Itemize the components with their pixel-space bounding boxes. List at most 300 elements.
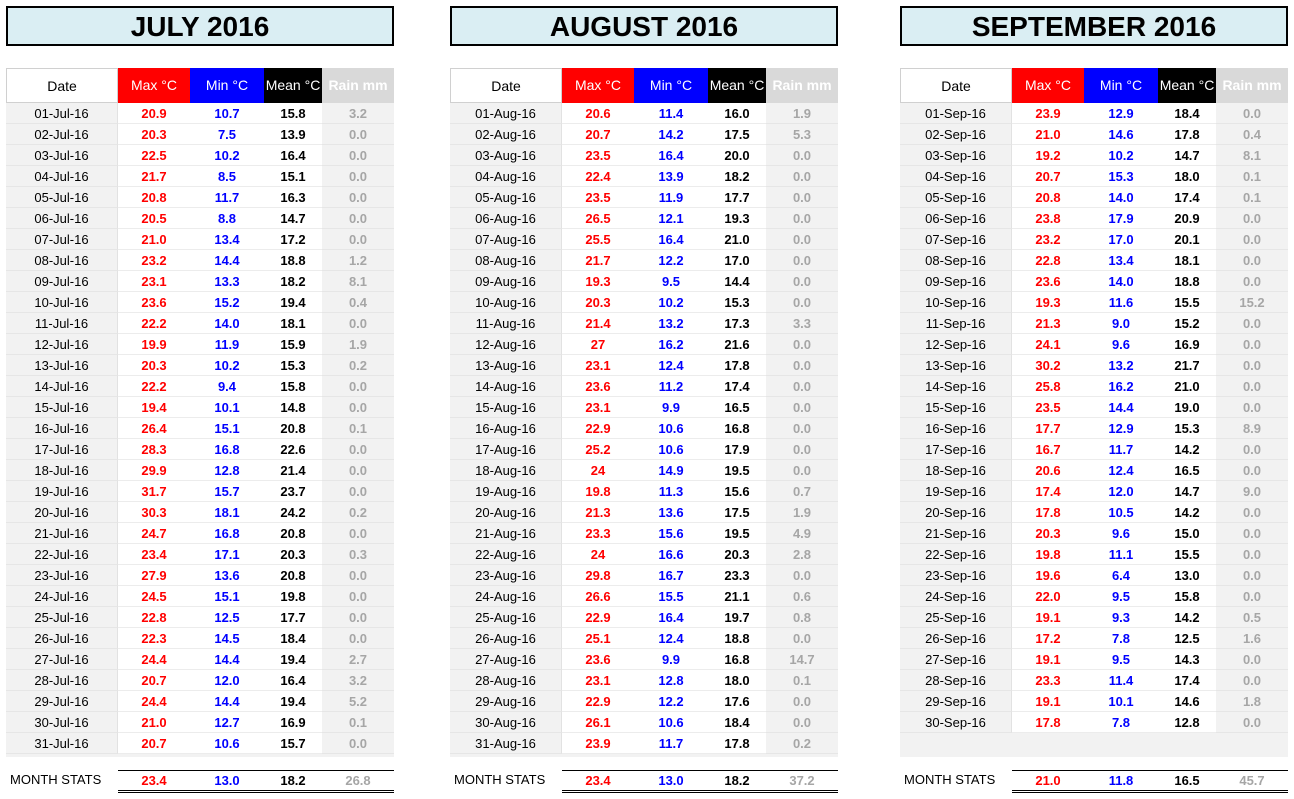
cell-mean: 14.2 [1158,607,1216,628]
cell-min: 15.3 [1084,166,1158,187]
cell-mean: 15.3 [708,292,766,313]
cell-max: 19.1 [1012,607,1084,628]
cell-rain: 0.0 [322,313,394,334]
cell-min: 10.2 [190,355,264,376]
cell-max: 19.1 [1012,649,1084,670]
table-row [6,460,394,481]
cell-date: 01-Aug-16 [450,103,562,124]
cell-min: 10.6 [634,712,708,733]
table-row [6,229,394,250]
cell-min: 13.6 [190,565,264,586]
cell-date: 20-Aug-16 [450,502,562,523]
cell-mean: 19.4 [264,292,322,313]
cell-rain: 0.0 [1216,250,1288,271]
cell-mean: 21.4 [264,460,322,481]
cell-max: 25.5 [562,229,634,250]
cell-min: 16.4 [634,607,708,628]
cell-rain: 0.0 [766,334,838,355]
cell-date: 21-Jul-16 [6,523,118,544]
cell-date: 30-Jul-16 [6,712,118,733]
cell-min: 9.4 [190,376,264,397]
cell-rain: 0.0 [322,229,394,250]
cell-mean: 17.5 [708,124,766,145]
cell-date: 01-Jul-16 [6,103,118,124]
table-row [450,670,838,691]
cell-rain: 0.0 [322,208,394,229]
cell-date: 09-Aug-16 [450,271,562,292]
cell-rain: 0.0 [766,355,838,376]
cell-rain: 0.7 [766,481,838,502]
cell-date: 26-Jul-16 [6,628,118,649]
cell-min: 11.9 [190,334,264,355]
table-header [450,68,838,103]
cell-date: 26-Sep-16 [900,628,1012,649]
cell-date: 08-Jul-16 [6,250,118,271]
cell-mean: 18.2 [264,271,322,292]
cell-max: 20.9 [118,103,190,124]
cell-max: 20.3 [562,292,634,313]
cell-max: 20.8 [1012,187,1084,208]
cell-date: 10-Jul-16 [6,292,118,313]
cell-mean: 20.3 [708,544,766,565]
cell-min: 13.2 [1084,355,1158,376]
table-row [450,124,838,145]
cell-rain: 0.0 [322,439,394,460]
cell-date: 11-Sep-16 [900,313,1012,334]
cell-min: 16.4 [634,229,708,250]
cell-mean: 14.7 [1158,145,1216,166]
cell-rain: 9.0 [1216,481,1288,502]
cell-date: 01-Sep-16 [900,103,1012,124]
cell-min: 12.0 [1084,481,1158,502]
cell-mean: 15.1 [264,166,322,187]
table-row [450,334,838,355]
cell-mean: 20.8 [264,565,322,586]
cell-rain: 0.0 [1216,523,1288,544]
cell-min: 16.6 [634,544,708,565]
cell-date: 06-Jul-16 [6,208,118,229]
cell-max: 22.2 [118,376,190,397]
cell-mean: 18.1 [1158,250,1216,271]
stats-mean: 18.2 [708,770,766,793]
cell-rain: 0.0 [766,187,838,208]
cell-date: 25-Jul-16 [6,607,118,628]
cell-date: 18-Aug-16 [450,460,562,481]
header-mean: Mean °C [264,68,322,103]
table-row [6,544,394,565]
table-row [900,376,1288,397]
cell-date: 23-Jul-16 [6,565,118,586]
cell-max: 19.1 [1012,691,1084,712]
cell-date: 19-Jul-16 [6,481,118,502]
cell-max: 20.6 [562,103,634,124]
cell-max: 19.3 [562,271,634,292]
cell-rain: 0.0 [766,250,838,271]
cell-rain: 14.7 [766,649,838,670]
cell-rain: 0.0 [766,712,838,733]
cell-min: 16.7 [634,565,708,586]
cell-rain: 0.0 [1216,649,1288,670]
cell-max: 22.8 [118,607,190,628]
table-row [6,145,394,166]
cell-min: 16.8 [190,439,264,460]
cell-mean: 14.4 [708,271,766,292]
table-row [450,523,838,544]
cell-max: 21.7 [562,250,634,271]
cell-max: 27.9 [118,565,190,586]
table-body [6,103,394,757]
cell-max: 21.7 [118,166,190,187]
cell-mean: 15.3 [1158,418,1216,439]
cell-max: 23.5 [1012,397,1084,418]
cell-date: 21-Aug-16 [450,523,562,544]
cell-mean: 14.8 [264,397,322,418]
table-row [450,460,838,481]
stats-min: 13.0 [190,770,264,793]
header-mean: Mean °C [1158,68,1216,103]
cell-rain: 0.0 [766,691,838,712]
cell-rain: 0.0 [322,523,394,544]
cell-date: 03-Jul-16 [6,145,118,166]
cell-min: 11.7 [190,187,264,208]
cell-date: 27-Aug-16 [450,649,562,670]
table-row [6,208,394,229]
cell-rain: 0.0 [1216,397,1288,418]
cell-date: 02-Aug-16 [450,124,562,145]
cell-min: 11.7 [634,733,708,754]
table-row [6,481,394,502]
table-body [900,103,1288,757]
table-row [900,607,1288,628]
cell-min: 17.0 [1084,229,1158,250]
cell-date: 13-Sep-16 [900,355,1012,376]
cell-date: 31-Jul-16 [6,733,118,754]
cell-mean: 16.4 [264,145,322,166]
cell-mean: 15.0 [1158,523,1216,544]
cell-date: 08-Aug-16 [450,250,562,271]
cell-min: 12.8 [634,670,708,691]
cell-max: 25.8 [1012,376,1084,397]
cell-max: 19.8 [562,481,634,502]
cell-date: 12-Jul-16 [6,334,118,355]
cell-rain: 0.0 [1216,439,1288,460]
cell-max: 23.1 [562,355,634,376]
cell-date: 27-Sep-16 [900,649,1012,670]
cell-min: 10.1 [190,397,264,418]
cell-date: 15-Sep-16 [900,397,1012,418]
cell-max: 23.2 [1012,229,1084,250]
cell-mean: 17.7 [708,187,766,208]
cell-rain: 0.0 [322,481,394,502]
cell-rain: 0.3 [322,544,394,565]
cell-max: 19.3 [1012,292,1084,313]
cell-rain: 5.3 [766,124,838,145]
cell-max: 22.2 [118,313,190,334]
cell-rain: 0.0 [766,565,838,586]
cell-date: 05-Aug-16 [450,187,562,208]
table-row [6,355,394,376]
table-row [450,544,838,565]
cell-date: 22-Aug-16 [450,544,562,565]
cell-min: 10.6 [634,418,708,439]
cell-date: 24-Jul-16 [6,586,118,607]
cell-min: 12.9 [1084,103,1158,124]
cell-rain: 0.0 [766,376,838,397]
cell-mean: 15.6 [708,481,766,502]
cell-max: 17.8 [1012,712,1084,733]
table-row [6,523,394,544]
table-row [450,376,838,397]
cell-max: 21.4 [562,313,634,334]
cell-min: 15.6 [634,523,708,544]
cell-max: 17.7 [1012,418,1084,439]
cell-min: 14.2 [634,124,708,145]
cell-mean: 14.2 [1158,502,1216,523]
cell-rain: 8.1 [1216,145,1288,166]
cell-max: 20.8 [118,187,190,208]
cell-max: 23.5 [562,145,634,166]
cell-min: 9.5 [1084,586,1158,607]
cell-date: 06-Sep-16 [900,208,1012,229]
cell-max: 23.3 [562,523,634,544]
header-date: Date [900,68,1012,103]
cell-max: 17.4 [1012,481,1084,502]
cell-mean: 18.2 [708,166,766,187]
cell-min: 10.6 [190,733,264,754]
cell-date: 17-Jul-16 [6,439,118,460]
cell-rain: 0.0 [322,565,394,586]
cell-date: 11-Jul-16 [6,313,118,334]
cell-min: 10.6 [634,439,708,460]
cell-date: 27-Jul-16 [6,649,118,670]
cell-rain: 0.0 [1216,670,1288,691]
cell-min: 10.2 [190,145,264,166]
cell-mean: 16.0 [708,103,766,124]
cell-mean: 16.4 [264,670,322,691]
cell-mean: 18.8 [708,628,766,649]
cell-min: 12.2 [634,250,708,271]
table-header [6,68,394,103]
cell-mean: 16.5 [708,397,766,418]
cell-min: 12.9 [1084,418,1158,439]
cell-max: 23.6 [1012,271,1084,292]
cell-min: 11.9 [634,187,708,208]
table-row [450,502,838,523]
cell-rain: 1.6 [1216,628,1288,649]
cell-mean: 20.8 [264,418,322,439]
cell-date: 17-Sep-16 [900,439,1012,460]
cell-min: 9.3 [1084,607,1158,628]
cell-max: 23.2 [118,250,190,271]
cell-mean: 21.1 [708,586,766,607]
cell-max: 23.1 [562,670,634,691]
table-row [450,397,838,418]
cell-max: 24.1 [1012,334,1084,355]
cell-mean: 19.3 [708,208,766,229]
table-row [6,691,394,712]
cell-min: 14.4 [1084,397,1158,418]
cell-date: 29-Jul-16 [6,691,118,712]
cell-max: 26.6 [562,586,634,607]
header-max: Max °C [1012,68,1084,103]
table-row [900,649,1288,670]
cell-rain: 0.0 [1216,313,1288,334]
cell-min: 11.4 [634,103,708,124]
table-row [900,502,1288,523]
cell-rain: 1.2 [322,250,394,271]
header-rain: Rain mm [322,68,394,103]
cell-date: 03-Sep-16 [900,145,1012,166]
cell-rain: 5.2 [322,691,394,712]
cell-min: 12.4 [634,355,708,376]
table-row [900,229,1288,250]
cell-max: 21.3 [1012,313,1084,334]
stats-rain: 26.8 [322,770,394,793]
cell-mean: 21.6 [708,334,766,355]
cell-rain: 0.0 [1216,103,1288,124]
cell-max: 24.7 [118,523,190,544]
cell-date: 24-Sep-16 [900,586,1012,607]
cell-max: 22.9 [562,607,634,628]
cell-min: 10.7 [190,103,264,124]
cell-mean: 20.9 [1158,208,1216,229]
cell-mean: 19.5 [708,460,766,481]
cell-date: 18-Sep-16 [900,460,1012,481]
cell-mean: 22.6 [264,439,322,460]
month-title: AUGUST 2016 [450,6,838,46]
cell-max: 26.5 [562,208,634,229]
cell-min: 12.1 [634,208,708,229]
cell-date: 02-Sep-16 [900,124,1012,145]
month-stats-row [450,770,838,792]
cell-date: 20-Jul-16 [6,502,118,523]
cell-mean: 17.8 [708,355,766,376]
cell-date: 25-Aug-16 [450,607,562,628]
cell-min: 13.3 [190,271,264,292]
cell-mean: 15.5 [1158,544,1216,565]
cell-max: 22.5 [118,145,190,166]
cell-date: 10-Sep-16 [900,292,1012,313]
table-row [6,187,394,208]
month-title: SEPTEMBER 2016 [900,6,1288,46]
table-row [450,145,838,166]
cell-rain: 0.0 [766,145,838,166]
table-row [6,334,394,355]
cell-date: 25-Sep-16 [900,607,1012,628]
cell-rain: 0.1 [322,418,394,439]
cell-rain: 0.0 [1216,334,1288,355]
table-row [900,628,1288,649]
cell-mean: 15.5 [1158,292,1216,313]
table-row [450,355,838,376]
cell-mean: 17.0 [708,250,766,271]
cell-max: 23.8 [1012,208,1084,229]
cell-mean: 23.7 [264,481,322,502]
cell-rain: 0.0 [1216,712,1288,733]
cell-date: 09-Sep-16 [900,271,1012,292]
table-row [450,208,838,229]
cell-rain: 1.8 [1216,691,1288,712]
cell-mean: 17.2 [264,229,322,250]
cell-max: 21.0 [1012,124,1084,145]
cell-date: 31-Aug-16 [450,733,562,754]
cell-min: 11.2 [634,376,708,397]
cell-rain: 0.0 [766,229,838,250]
cell-mean: 17.8 [1158,124,1216,145]
table-row [450,271,838,292]
cell-max: 24 [562,460,634,481]
cell-rain: 0.5 [1216,607,1288,628]
table-row [900,124,1288,145]
cell-mean: 16.8 [708,418,766,439]
cell-min: 12.0 [190,670,264,691]
cell-mean: 13.0 [1158,565,1216,586]
cell-date: 16-Sep-16 [900,418,1012,439]
cell-max: 17.8 [1012,502,1084,523]
cell-min: 14.0 [1084,187,1158,208]
table-row [450,229,838,250]
cell-mean: 19.0 [1158,397,1216,418]
cell-min: 14.4 [190,691,264,712]
cell-date: 04-Sep-16 [900,166,1012,187]
table-row [450,628,838,649]
table-row [900,271,1288,292]
cell-rain: 0.0 [322,733,394,754]
cell-rain: 0.6 [766,586,838,607]
table-row [900,208,1288,229]
table-row [900,250,1288,271]
cell-max: 25.1 [562,628,634,649]
cell-mean: 19.7 [708,607,766,628]
cell-rain: 0.0 [766,271,838,292]
cell-min: 10.1 [1084,691,1158,712]
table-row [900,523,1288,544]
cell-max: 20.7 [1012,166,1084,187]
table-row [900,145,1288,166]
cell-mean: 15.3 [264,355,322,376]
cell-mean: 20.0 [708,145,766,166]
cell-max: 20.3 [118,124,190,145]
cell-rain: 0.0 [322,124,394,145]
table-row [6,292,394,313]
cell-min: 15.5 [634,586,708,607]
cell-min: 14.5 [190,628,264,649]
table-row [900,691,1288,712]
stats-max: 23.4 [562,770,634,793]
cell-mean: 17.4 [708,376,766,397]
cell-max: 23.1 [562,397,634,418]
cell-min: 15.1 [190,586,264,607]
table-row [900,586,1288,607]
cell-date: 11-Aug-16 [450,313,562,334]
cell-rain: 0.1 [1216,166,1288,187]
cell-date: 28-Sep-16 [900,670,1012,691]
table-row [450,586,838,607]
cell-rain: 0.0 [1216,355,1288,376]
cell-mean: 17.9 [708,439,766,460]
cell-mean: 17.7 [264,607,322,628]
cell-date: 12-Aug-16 [450,334,562,355]
cell-min: 6.4 [1084,565,1158,586]
cell-rain: 0.0 [322,628,394,649]
cell-min: 12.5 [190,607,264,628]
cell-date: 23-Sep-16 [900,565,1012,586]
table-row [900,103,1288,124]
cell-max: 29.9 [118,460,190,481]
stats-min: 11.8 [1084,770,1158,793]
month-stats-row [6,770,394,792]
cell-rain: 0.0 [766,208,838,229]
